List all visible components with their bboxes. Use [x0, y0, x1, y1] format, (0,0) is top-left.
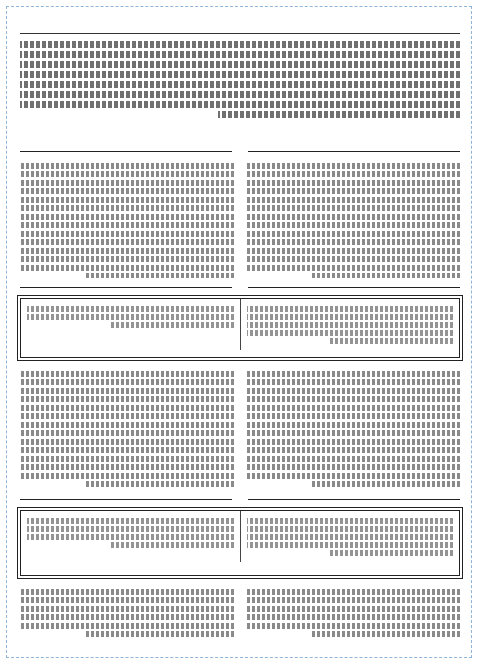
commentary-columns [20, 160, 460, 278]
box-top-left [21, 299, 241, 350]
boxed-section-top [20, 298, 460, 358]
main-text-line [20, 101, 460, 108]
middle-columns [20, 368, 460, 488]
final-columns [20, 586, 460, 648]
commentary-divider [20, 146, 460, 156]
main-text-line [20, 91, 460, 98]
main-text-line [20, 61, 460, 68]
commentary-column-right [246, 160, 460, 278]
box-top-right [241, 299, 460, 350]
box-bottom-right [241, 511, 460, 562]
main-text-line [218, 111, 460, 118]
middle-column-left [20, 368, 234, 488]
final-column-right [246, 586, 460, 648]
main-text-line [20, 71, 460, 78]
intro-divider-bottom [20, 494, 460, 504]
middle-column-right [246, 368, 460, 488]
running-head [20, 12, 460, 32]
intro-divider-top [20, 282, 460, 292]
main-text-line [20, 81, 460, 88]
main-text-line [20, 51, 460, 58]
boxed-section-bottom [20, 510, 460, 576]
final-column-left [20, 586, 234, 648]
commentary-column-left [20, 160, 234, 278]
box-bottom-left [21, 511, 241, 562]
main-text-block [20, 38, 460, 123]
head-rule [20, 33, 460, 34]
main-text-line [20, 41, 460, 48]
